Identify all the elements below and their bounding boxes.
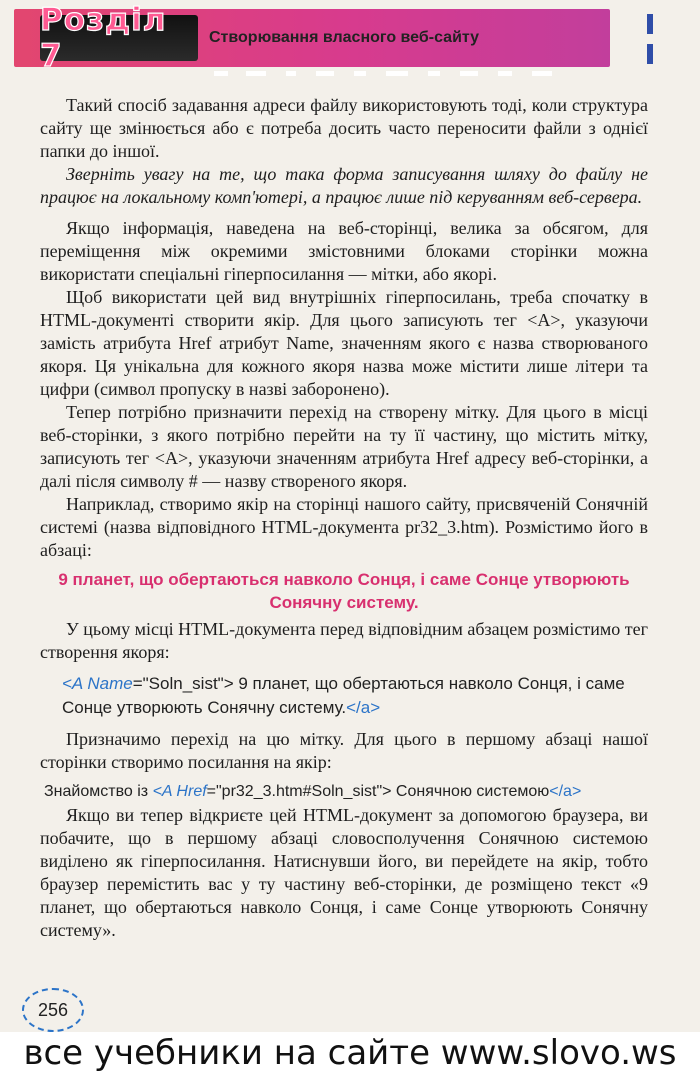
- header-dash: [460, 71, 478, 76]
- header-dash: [532, 71, 552, 76]
- note-paragraph: Зверніть увагу на те, що така форма записування шляху до файлу не працює на локальному комп'ютері, а працює лише під керуванням веб-сервера.: [40, 164, 648, 207]
- page-number-badge: [22, 988, 84, 1032]
- code-prefix: Знайомство із: [44, 783, 153, 800]
- accent-bar: [647, 44, 653, 64]
- page-number: 256: [37, 999, 69, 1020]
- code-text: Сонячною системою: [391, 783, 550, 800]
- code-open-tag: <A Href: [152, 783, 207, 800]
- header-dash: [316, 71, 334, 76]
- accent-bar: [647, 14, 653, 34]
- header-dash: [214, 71, 228, 76]
- code-attr: ="pr32_3.htm#Soln_sist">: [206, 783, 392, 800]
- paragraph: Наприклад, створимо якір на сторінці нашого сайту, присвяченій Сонячній системі (назва відповідного HTML-документа pr32_3.htm). Розмістимо його в абзаці:: [40, 494, 648, 560]
- header-dash: [428, 71, 440, 76]
- paragraph: Якщо інформація, наведена на веб-сторінці, велика за обсягом, для переміщення між окремими змістовними блоками сторінки можна використати спеціальні гіперпосилання — мітки, або якорі.: [40, 218, 648, 284]
- paragraph: Щоб використати цей вид внутрішніх гіперпосилань, треба спочатку в HTML-документі створити якір. Для цього записують тег <A>, указуючи замість атрибута Href атрибут Name, значенням якого є назва створюваного якоря. Ця унікальна для кожного якоря назва може містити лише літери та цифри (символ пропуску в назві заборонено).: [40, 287, 648, 399]
- code-close-tag: </a>: [346, 698, 381, 717]
- header-dash: [498, 71, 512, 76]
- paragraph: У цьому місці HTML-документа перед відповідним абзацем розмістимо тег створення якоря:: [40, 619, 648, 662]
- header-dash: [354, 71, 366, 76]
- code-close-tag: </a>: [549, 783, 582, 800]
- chapter-title: Створювання власного веб-сайту: [209, 29, 480, 46]
- chapter-badge: [40, 2, 198, 74]
- paragraph: Тепер потрібно призначити перехід на створену мітку. Для цього в місці веб-сторінки, з якого потрібно перейти на ту її частину, що містить мітку, записують тег <A>, указуючи значенням атрибута Href адресу веб-сторінки, а далі після символу # — назву створеного якоря.: [40, 402, 648, 491]
- watermark-footer: все учебники на сайте www.slovo.ws: [0, 1032, 700, 1074]
- header-dash: [246, 71, 266, 76]
- page-content: [40, 94, 648, 942]
- anchor-code-example: [62, 672, 648, 720]
- paragraph: Такий спосіб задавання адреси файлу використовують тоді, коли структура сайту ще змінюється або є потреба досить часто переносити файли з однієї папки до іншої.: [40, 95, 648, 161]
- code-open-tag: <A Name: [62, 674, 133, 693]
- example-text: 9 планет, що обертаються навколо Сонця, і саме Сонце утворюють Сонячну систему.: [58, 570, 630, 612]
- paragraph: Призначимо перехід на цю мітку. Для цього в першому абзаці нашої сторінки створимо посилання на якір:: [40, 729, 648, 772]
- chapter-number: Розділ 7: [40, 2, 167, 74]
- link-code-example: [44, 780, 648, 804]
- header-dash: [386, 71, 408, 76]
- code-text: 9 планет, що обертаються навколо Сонця, і саме Сонце утворюють Сонячну систему.: [62, 674, 625, 717]
- header-dash: [286, 71, 296, 76]
- paragraph: Якщо ви тепер відкриєте цей HTML-документ за допомогою браузера, ви побачите, що в першому абзаці словосполучення Сонячною системою виділено як гіперпосилання. Натиснувши його, ви перейдете на якір, тобто браузер перемістить вас у ту частину веб-сторінки, де розміщено текст «9 планет, що обертаються навколо Сонця, і саме Сонце утворюють Сонячну систему».: [40, 805, 648, 940]
- chapter-header: [14, 2, 610, 74]
- code-attr: ="Soln_sist">: [132, 674, 234, 693]
